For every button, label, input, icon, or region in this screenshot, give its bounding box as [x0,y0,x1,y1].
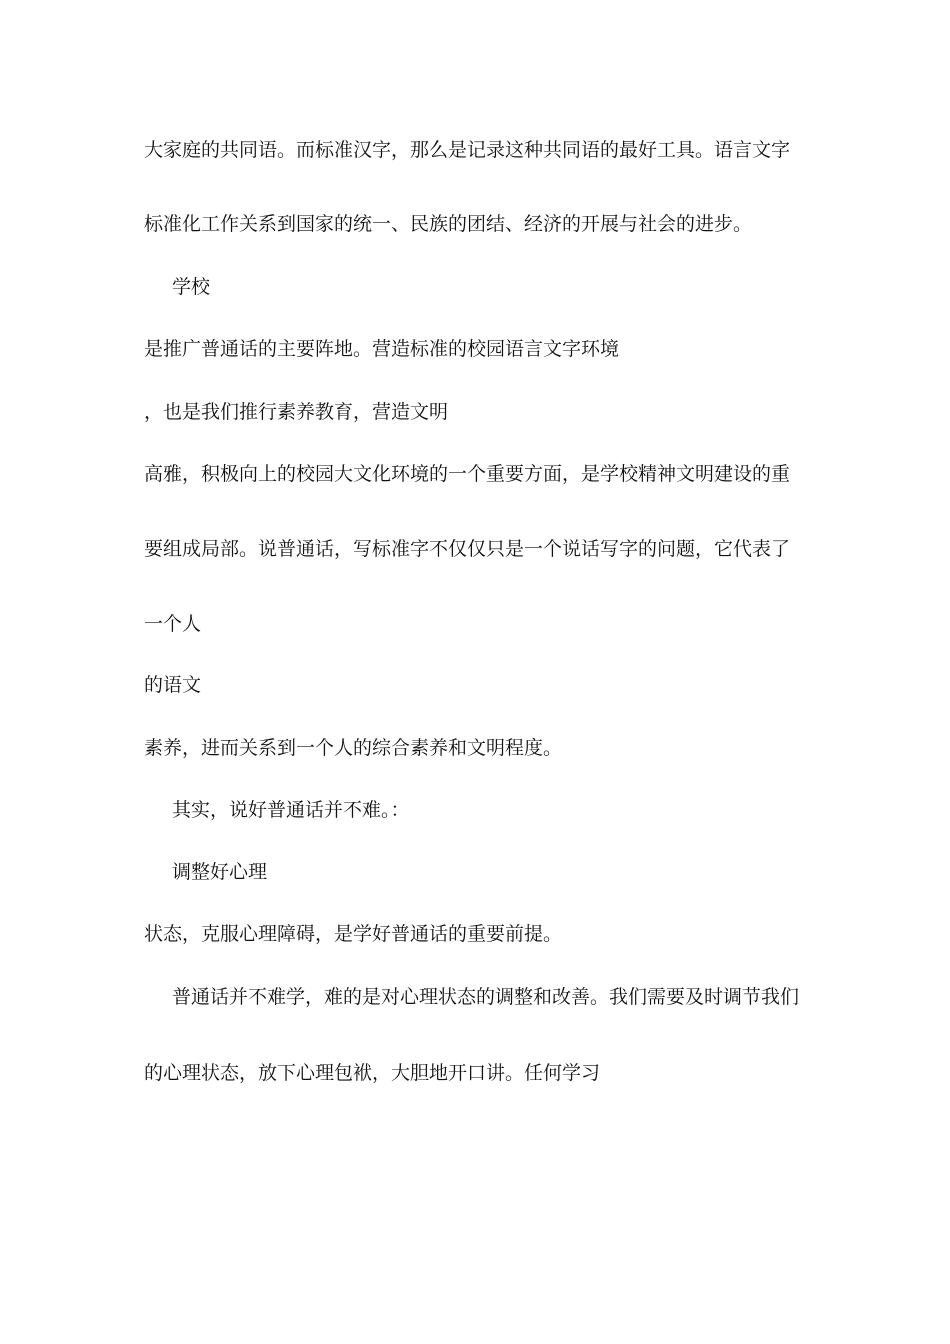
text-line: 其实，说好普通话并不难。： [172,799,410,821]
text-line: 一个人 [144,613,202,635]
text-line: 普通话并不难学，难的是对心理状态的调整和改善。我们需要及时调节我们 [172,986,800,1008]
text-line: 大家庭的共同语。而标准汉字，那么是记录这种共同语的最好工具。语言文字 [144,139,791,161]
text-line: 高雅，积极向上的校园大文化环境的一个重要方面，是学校精神文明建设的重 [144,463,791,485]
text-line: ，也是我们推行素养教育，营造文明 [144,401,449,423]
text-line: 是推广普通话的主要阵地。营造标准的校园语言文字环境 [144,338,620,360]
text-line: 素养，进而关系到一个人的综合素养和文明程度。 [144,737,563,759]
text-line: 调整好心理 [172,861,268,883]
text-line: 的语文 [144,674,202,696]
text-line: 标准化工作关系到国家的统一、民族的团结、经济的开展与社会的进步。 [144,213,753,235]
text-line: 要组成局部。说普通话，写标准字不仅仅只是一个说话写字的问题，它代表了 [144,538,791,560]
text-line: 状态，克服心理障碍，是学好普通话的重要前提。 [144,923,563,945]
text-line: 学校 [172,276,211,298]
text-line: 的心理状态，放下心理包袱，大胆地开口讲。任何学习 [144,1062,601,1084]
